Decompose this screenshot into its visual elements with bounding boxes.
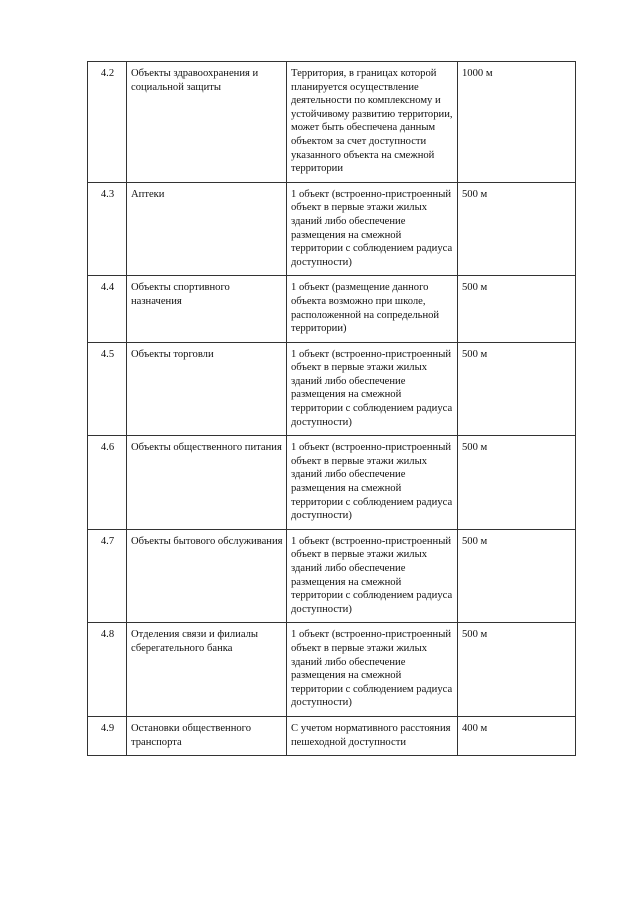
provision-condition: 1 объект (размещение данного объекта возможно при школе, расположенной на сопредельной территории): [287, 276, 458, 342]
table-row: [88, 716, 576, 755]
accessibility-distance: 1000 м: [458, 62, 576, 183]
table-row: [88, 436, 576, 530]
facilities-norms-table: [87, 61, 576, 756]
accessibility-distance: 500 м: [458, 436, 576, 530]
accessibility-distance: 500 м: [458, 623, 576, 717]
provision-condition: 1 объект (встроенно-пристроенный объект в первые этажи жилых зданий либо обеспечение размещения на смежной территории с соблюдением радиуса доступности): [287, 623, 458, 717]
row-number: 4.7: [88, 529, 127, 623]
object-name: Отделения связи и филиалы сберегательного банка: [127, 623, 287, 717]
provision-condition: 1 объект (встроенно-пристроенный объект в первые этажи жилых зданий либо обеспечение размещения на смежной территории с соблюдением радиуса доступности): [287, 529, 458, 623]
provision-condition: С учетом нормативного расстояния пешеходной доступности: [287, 716, 458, 755]
accessibility-distance: 500 м: [458, 529, 576, 623]
table-row: [88, 182, 576, 276]
table-row: [88, 276, 576, 342]
row-number: 4.6: [88, 436, 127, 530]
row-number: 4.4: [88, 276, 127, 342]
accessibility-distance: 500 м: [458, 182, 576, 276]
provision-condition: 1 объект (встроенно-пристроенный объект в первые этажи жилых зданий либо обеспечение размещения на смежной территории с соблюдением радиуса доступности): [287, 342, 458, 436]
table-row: [88, 342, 576, 436]
table-row: [88, 623, 576, 717]
provision-condition: Территория, в границах которой планируется осуществление деятельности по комплексному и устойчивому развитию территории, может быть обеспечена данным объектом за счет доступности указанного объекта на смежной территории: [287, 62, 458, 183]
row-number: 4.3: [88, 182, 127, 276]
object-name: Объекты бытового обслуживания: [127, 529, 287, 623]
provision-condition: 1 объект (встроенно-пристроенный объект в первые этажи жилых зданий либо обеспечение размещения на смежной территории с соблюдением радиуса доступности): [287, 436, 458, 530]
object-name: Объекты здравоохранения и социальной защиты: [127, 62, 287, 183]
provision-condition: 1 объект (встроенно-пристроенный объект в первые этажи жилых зданий либо обеспечение размещения на смежной территории с соблюдением радиуса доступности): [287, 182, 458, 276]
accessibility-distance: 500 м: [458, 276, 576, 342]
object-name: Объекты общественного питания: [127, 436, 287, 530]
row-number: 4.2: [88, 62, 127, 183]
table-row: [88, 529, 576, 623]
row-number: 4.9: [88, 716, 127, 755]
row-number: 4.5: [88, 342, 127, 436]
table-row: [88, 62, 576, 183]
object-name: Остановки общественного транспорта: [127, 716, 287, 755]
object-name: Аптеки: [127, 182, 287, 276]
object-name: Объекты торговли: [127, 342, 287, 436]
row-number: 4.8: [88, 623, 127, 717]
object-name: Объекты спортивного назначения: [127, 276, 287, 342]
accessibility-distance: 500 м: [458, 342, 576, 436]
accessibility-distance: 400 м: [458, 716, 576, 755]
